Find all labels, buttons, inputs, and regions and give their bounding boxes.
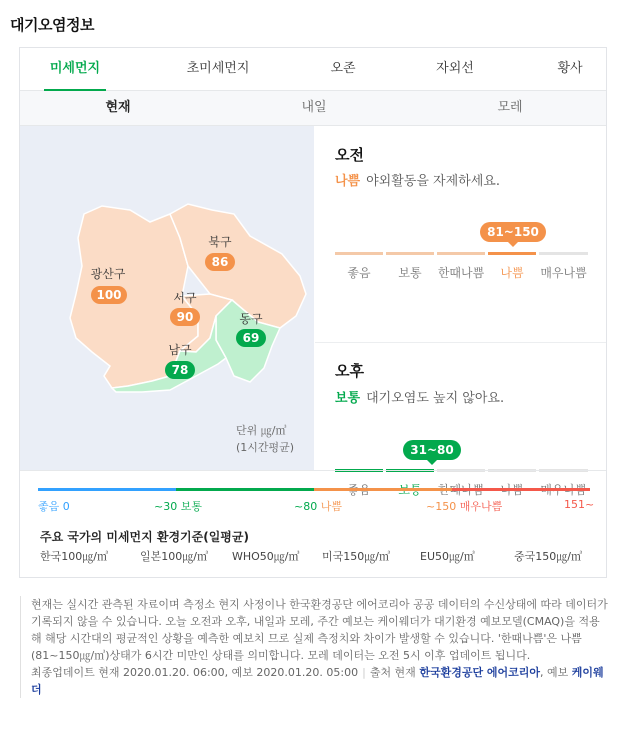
morning-label-sometimes-bad: 한때나쁨 xyxy=(437,266,485,280)
afternoon-period: 오후 xyxy=(335,362,364,380)
district-name-dong: 동구 xyxy=(239,312,263,326)
tab-fine-dust[interactable]: 미세먼지 xyxy=(44,48,106,90)
morning-label-very-bad: 매우나쁨 xyxy=(540,266,587,280)
tab-uv[interactable]: 자외선 xyxy=(436,61,474,76)
map-unit-note xyxy=(236,422,294,456)
afternoon-range-bubble: 31~80 xyxy=(403,440,461,460)
source-link-airkorea[interactable]: 한국환경공단 에어코리아 xyxy=(419,666,541,679)
morning-scale xyxy=(335,252,588,292)
pollutant-tabs xyxy=(20,48,606,91)
standard-korea: 한국100㎍/㎥ xyxy=(40,550,108,563)
notes-text: 현재는 실시간 관측된 자료이며 측정소 현지 사정이나 한국환경공단 에어코리아 공공 데이터의 수신상태에 따라 데이터가 기록되지 않을 수 있습니다. 오늘 오전과 오후, 내일과 모레, 주간 예보는 케이웨더가 대기환경 예보모델(CMAQ)을 적용해 해당 시간대의 평균적인 상황을 예측한 예보치 므로 실제 측정치와 차이가 발생할 수 있습니다. '한때나쁨'은 나쁨(81~150㎍/㎥)상태가 6시간 미만인 상태를 의미합니다. 모레 데이터는 오전 5시 이후 업데이트 됩니다. xyxy=(31,598,608,662)
district-map xyxy=(20,126,314,470)
morning-seg-normal xyxy=(386,252,434,255)
subtab-tomorrow[interactable]: 내일 xyxy=(301,100,327,115)
legend-label-very-bad: ~150 매우나쁨 xyxy=(426,500,503,513)
afternoon-grade: 보통 xyxy=(335,391,361,406)
morning-period: 오전 xyxy=(335,146,364,164)
air-quality-card xyxy=(19,47,607,578)
legend-label-max: 151~ xyxy=(564,498,595,511)
notes-footer xyxy=(31,664,610,698)
morning-label-bad: 나쁨 xyxy=(500,266,524,280)
district-name-gwangsan: 광산구 xyxy=(90,267,126,281)
morning-grade: 나쁨 xyxy=(335,174,361,189)
morning-label-normal: 보통 xyxy=(398,266,422,280)
source-link-kweather[interactable]: 케이웨더 xyxy=(31,666,604,696)
district-name-buk: 북구 xyxy=(208,235,232,249)
legend-bar-bad xyxy=(314,488,452,491)
morning-range-bubble: 81~150 xyxy=(480,222,546,242)
district-value-dong: 69 xyxy=(242,331,260,345)
source-prefix: 출처 현재 xyxy=(369,666,416,679)
grade-legend xyxy=(38,488,595,518)
afternoon-message: 대기오염도 높지 않아요. xyxy=(366,391,505,406)
standard-usa: 미국150㎍/㎥ xyxy=(322,550,390,563)
legend-bar-normal xyxy=(176,488,314,491)
footer-separator: | xyxy=(362,666,366,679)
standard-japan: 일본100㎍/㎥ xyxy=(140,550,208,563)
district-name-seo-label: 서구 xyxy=(173,291,197,305)
legend-bar-very-bad xyxy=(452,488,590,491)
page-title: 대기오염정보 xyxy=(10,16,94,34)
standard-who: WHO50㎍/㎥ xyxy=(232,550,300,563)
update-time: 최종업데이트 현재 2020.01.20. 06:00, 예보 2020.01.20. 05:00 xyxy=(31,666,359,679)
district-name-nam: 남구 xyxy=(168,343,192,357)
source-mid: , 예보 xyxy=(540,666,569,679)
district-value-gwangsan: 100 xyxy=(96,288,122,302)
forecast-panel xyxy=(315,126,606,470)
morning-message: 야외활동을 자제하세요. xyxy=(366,174,500,189)
tab-ultrafine-dust[interactable]: 초미세먼지 xyxy=(186,61,250,76)
standard-eu: EU50㎍/㎥ xyxy=(420,550,475,563)
legend-label-good: 좋음 0 xyxy=(38,500,70,513)
district-value-buk: 86 xyxy=(211,255,229,269)
district-value-nam: 78 xyxy=(171,363,189,377)
standard-china: 중국150㎍/㎥ xyxy=(514,550,582,563)
tab-yellow-dust[interactable]: 황사 xyxy=(557,61,583,76)
district-value-seo: 90 xyxy=(176,310,194,324)
afternoon-status xyxy=(335,387,504,406)
morning-status xyxy=(335,170,500,189)
tab-ozone[interactable]: 오존 xyxy=(330,61,356,76)
notes-section xyxy=(20,596,610,698)
morning-seg-sometimes-bad xyxy=(437,252,485,255)
standards-title: 주요 국가의 미세먼지 환경기준(일평균) xyxy=(40,530,249,544)
unit-label: 단위 ㎍/㎥ xyxy=(236,424,287,437)
morning-seg-bad xyxy=(488,252,536,255)
subtab-day-after[interactable]: 모레 xyxy=(497,100,523,115)
morning-seg-good xyxy=(335,252,383,255)
section-divider xyxy=(20,470,606,471)
legend-bar-good xyxy=(38,488,176,491)
map-svg xyxy=(20,126,314,470)
morning-seg-very-bad xyxy=(539,252,588,255)
legend-label-normal: ~30 보통 xyxy=(154,500,202,513)
unit-average: (1시간평균) xyxy=(236,441,295,454)
legend-label-bad: ~80 나쁨 xyxy=(294,500,342,513)
morning-label-good: 좋음 xyxy=(347,266,371,280)
subtab-now[interactable]: 현재 xyxy=(105,100,131,115)
forecast-divider xyxy=(315,342,606,343)
day-subtabs xyxy=(20,91,606,126)
